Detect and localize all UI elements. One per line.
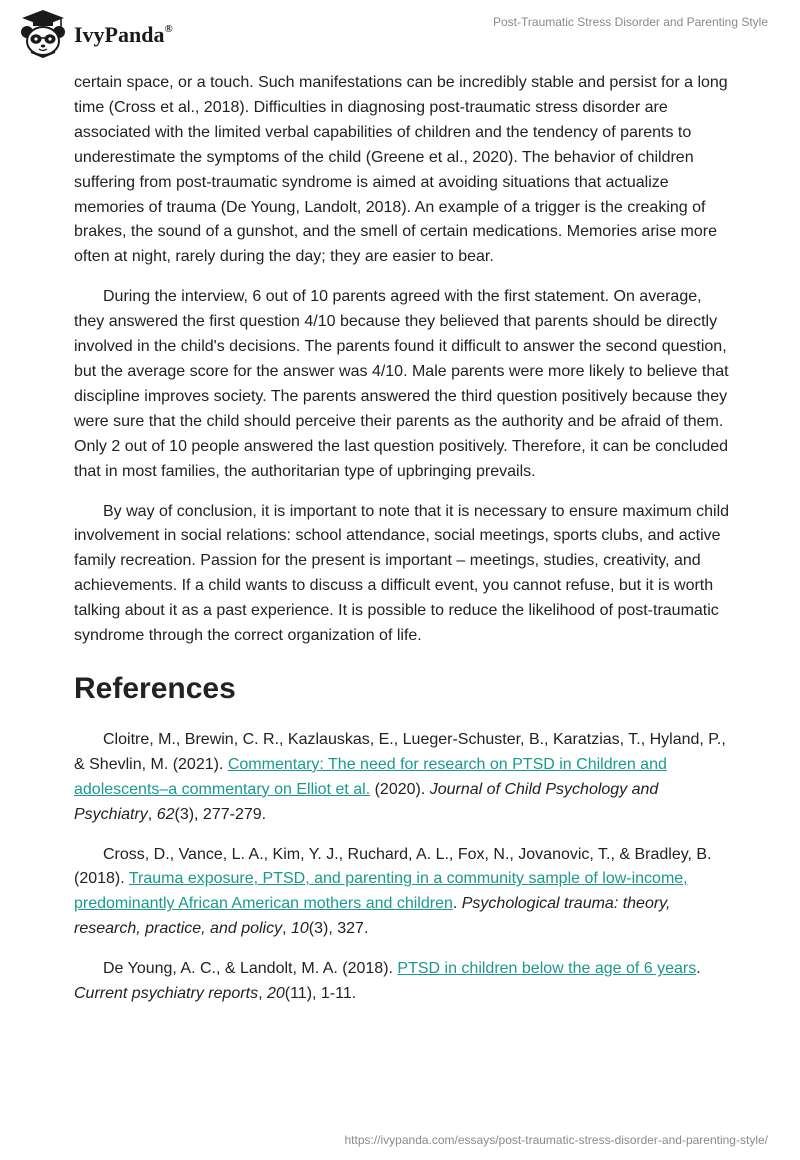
reference-item bbox=[74, 957, 734, 1007]
reference-authors: Cross, D., Vance, L. A., Kim, Y. J., Ruchard, A. L., Fox, N., Jovanovic, T., & Bradley, B. (2018). bbox=[74, 845, 712, 888]
source-url[interactable]: https://ivypanda.com/essays/post-traumatic-stress-disorder-and-parenting-style/ bbox=[344, 1133, 768, 1147]
reference-link[interactable]: PTSD in children below the age of 6 years bbox=[397, 960, 697, 978]
reference-journal: Journal of Child Psychology and Psychiatry bbox=[74, 780, 659, 823]
reference-separator: , bbox=[258, 985, 267, 1003]
reference-pages: (3), 327. bbox=[308, 920, 369, 938]
body-paragraph: By way of conclusion, it is important to note that it is necessary to ensure maximum child involvement in social relations: school attendance, social meetings, sports clubs, and active family recreation. Passion for the present is important – meetings, studies, creativity, and achievements. If a child wants to discuss a difficult event, you cannot refuse, but it is worth talking about it as a past experience. It is possible to reduce the likelihood of post-traumatic syndrome through the correct organization of life. bbox=[74, 502, 730, 645]
reference-item bbox=[74, 843, 734, 943]
reference-authors: Cloitre, M., Brewin, C. R., Kazlauskas, E., Lueger-Schuster, B., Karatzias, T., Hyland, P., & Shevlin, M. (2021). bbox=[74, 730, 726, 773]
page-header bbox=[0, 0, 800, 70]
reference-year: (2020). bbox=[370, 780, 430, 798]
reference-separator: . bbox=[696, 960, 701, 978]
ivypanda-logo[interactable] bbox=[14, 8, 173, 58]
reference-journal: Psychological trauma: theory, research, practice, and policy bbox=[74, 895, 671, 938]
body-paragraph: certain space, or a touch. Such manifestations can be incredibly stable and persist for a long time (Cross et al., 2018). Difficulties in diagnosing post-traumatic stress disorder are associated with the limited verbal capabilities of children and the tendency of parents to underestimate the symptoms of the child (Greene et al., 2020). The behavior of children suffering from post-traumatic syndrome is aimed at avoiding situations that actualize memories of trauma (De Young, Landolt, 2018). An example of a trigger is the creaking of brakes, the sound of a gunshot, and the smell of certain medications. Memories arise more often at night, rarely during the day; they are easier to bear. bbox=[74, 74, 728, 266]
document-title: Post-Traumatic Stress Disorder and Parenting Style bbox=[493, 15, 768, 29]
reference-separator: , bbox=[282, 920, 291, 938]
reference-authors: De Young, A. C., & Landolt, M. A. (2018). bbox=[103, 960, 398, 978]
essay-content bbox=[74, 71, 734, 1022]
references-heading: References bbox=[74, 671, 236, 705]
reference-volume: 62 bbox=[156, 805, 175, 823]
body-paragraph: During the interview, 6 out of 10 parents agreed with the first statement. On average, they answered the first question 4/10 because they believed that parents should be directly involved in the child's decisions. The parents found it difficult to answer the second question, but the average score for the answer was 4/10. Male parents were more likely to believe that discipline improves society. The parents answered the third question positively because they were sure that the child should perceive their parents as the authority and be afraid of them. Only 2 out of 10 people answered the last question positively. Therefore, it can be concluded that in most families, the authoritarian type of upbringing prevails. bbox=[74, 288, 729, 480]
reference-pages: (11), 1-11. bbox=[284, 985, 357, 1003]
reference-pages: (3), 277-279. bbox=[174, 805, 267, 823]
reference-separator: . bbox=[452, 895, 462, 913]
registered-mark: ® bbox=[164, 22, 173, 35]
reference-link[interactable]: Trauma exposure, PTSD, and parenting in a community sample of low-income, predominantly African American mothers and children bbox=[74, 870, 688, 913]
reference-link[interactable]: Commentary: The need for research on PTSD in Children and adolescents–a commentary on Elliot et al. bbox=[74, 755, 667, 798]
reference-separator: , bbox=[147, 805, 157, 823]
logo-wordmark: IvyPanda® bbox=[74, 22, 173, 47]
reference-item bbox=[74, 728, 734, 828]
reference-volume: 10 bbox=[291, 920, 309, 938]
panda-graduate-icon bbox=[14, 8, 72, 58]
reference-journal: Current psychiatry reports bbox=[74, 985, 259, 1003]
reference-volume: 20 bbox=[266, 985, 285, 1003]
